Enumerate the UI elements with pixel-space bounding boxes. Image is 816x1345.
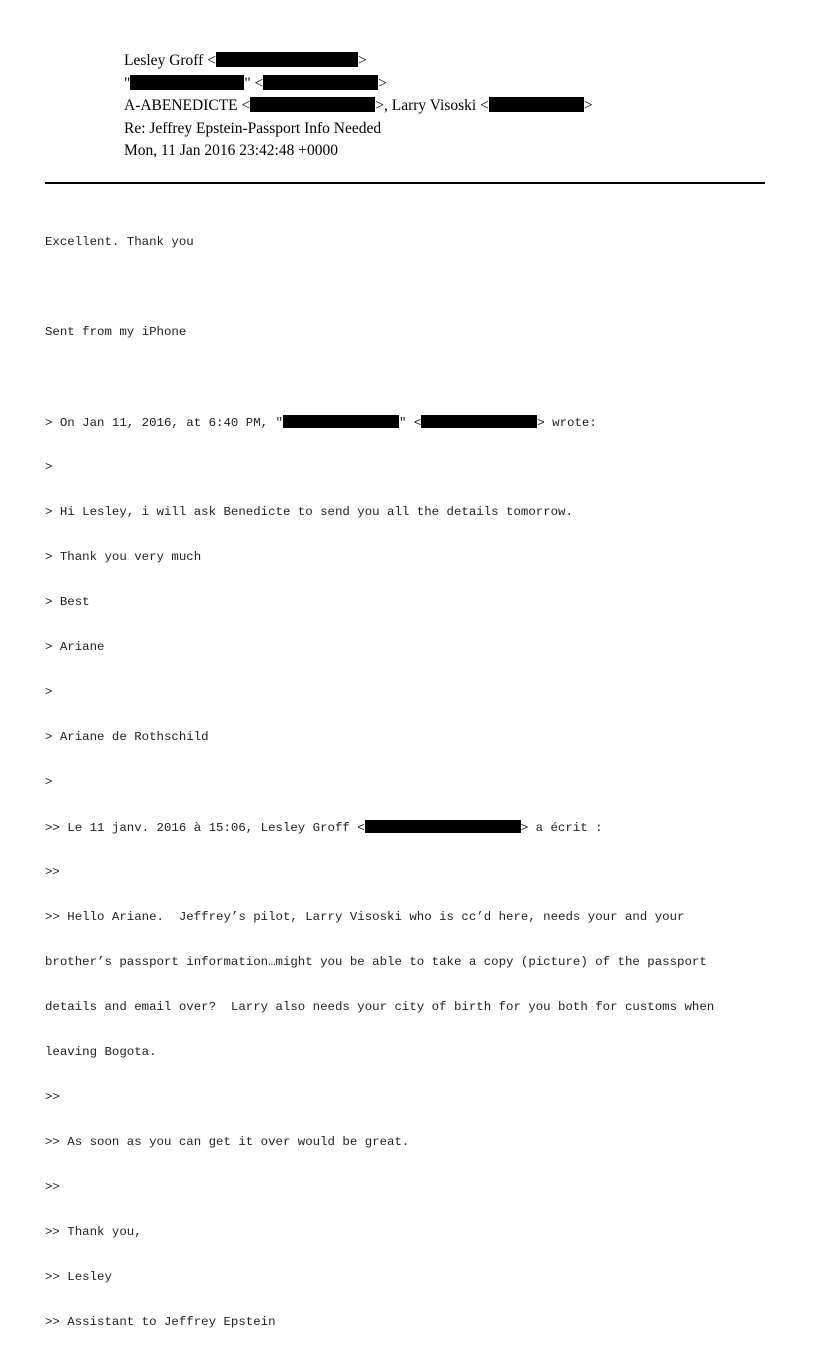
attribution-text: >> Le 11 janv. 2016 à 15:06, Lesley Groff <: [45, 821, 365, 835]
to-mid: " <: [244, 74, 264, 92]
quote-open: ": [124, 74, 131, 92]
nested-quote-line: >>: [45, 1180, 60, 1194]
body-line: Excellent. Thank you: [45, 235, 194, 249]
attribution-text: > a écrit :: [520, 821, 603, 835]
quote-line: > Thank you very much: [45, 550, 202, 564]
nested-quote-line: >>: [45, 1090, 60, 1104]
quote-line: >: [45, 685, 53, 699]
redaction-block: [421, 415, 537, 428]
attribution-text: > wrote:: [537, 416, 597, 430]
cc-value: [124, 97, 593, 115]
quote-line: > Best: [45, 595, 90, 609]
redaction-block: [283, 415, 399, 428]
quote-line: > Ariane: [45, 640, 105, 654]
quote-line: > Hi Lesley, i will ask Benedicte to send you all the details tomorrow.: [45, 505, 573, 519]
nested-quote-line: details and email over? Larry also needs your city of birth for you both for customs when: [45, 1000, 715, 1014]
redaction-block: [130, 75, 244, 90]
nested-quote-line: >>: [45, 865, 60, 879]
redaction-block: [250, 97, 375, 112]
nested-quote-line: >> Hello Ariane. Jeffrey’s pilot, Larry Visoski who is cc’d here, needs your and your: [45, 910, 685, 924]
nested-quote-line: >> Lesley: [45, 1270, 112, 1284]
quote-line: >: [45, 460, 53, 474]
cc-first: A-ABENEDICTE <: [124, 97, 251, 114]
redaction-block: [489, 97, 584, 112]
from-name: Lesley Groff <: [124, 52, 216, 69]
bracket-close: >: [378, 74, 388, 92]
quote-line: >: [45, 775, 53, 789]
quote-line: > Ariane de Rothschild: [45, 730, 209, 744]
nested-quote-line: leaving Bogota.: [45, 1045, 157, 1059]
nested-quote-attribution: [45, 820, 714, 835]
header-divider: [45, 182, 765, 184]
signature-line: Sent from my iPhone: [45, 325, 187, 339]
blank-line: [45, 280, 714, 295]
cc-second: >, Larry Visoski <: [375, 97, 489, 114]
attribution-text: > On Jan 11, 2016, at 6:40 PM, ": [45, 416, 283, 430]
redaction-block: [263, 75, 378, 90]
blank-line: [45, 370, 714, 385]
date-value: Mon, 11 Jan 2016 23:42:48 +0000: [124, 142, 338, 159]
from-value: [124, 52, 367, 70]
to-value: [124, 75, 387, 93]
quote-attribution: [45, 415, 714, 430]
nested-quote-line: >> Assistant to Jeffrey Epstein: [45, 1315, 276, 1329]
redaction-block: [216, 52, 358, 67]
nested-quote-line: brother’s passport information…might you be able to take a copy (picture) of the passport: [45, 955, 707, 969]
nested-quote-line: >> As soon as you can get it over would be great.: [45, 1135, 410, 1149]
attribution-text: " <: [398, 416, 422, 430]
nested-quote-line: >> Thank you,: [45, 1225, 142, 1239]
redaction-block: [365, 820, 521, 833]
subject-value: Re: Jeffrey Epstein-Passport Info Needed: [124, 119, 382, 137]
email-body: [45, 205, 714, 1345]
bracket-close: >: [583, 97, 593, 114]
bracket-close: >: [357, 52, 367, 69]
